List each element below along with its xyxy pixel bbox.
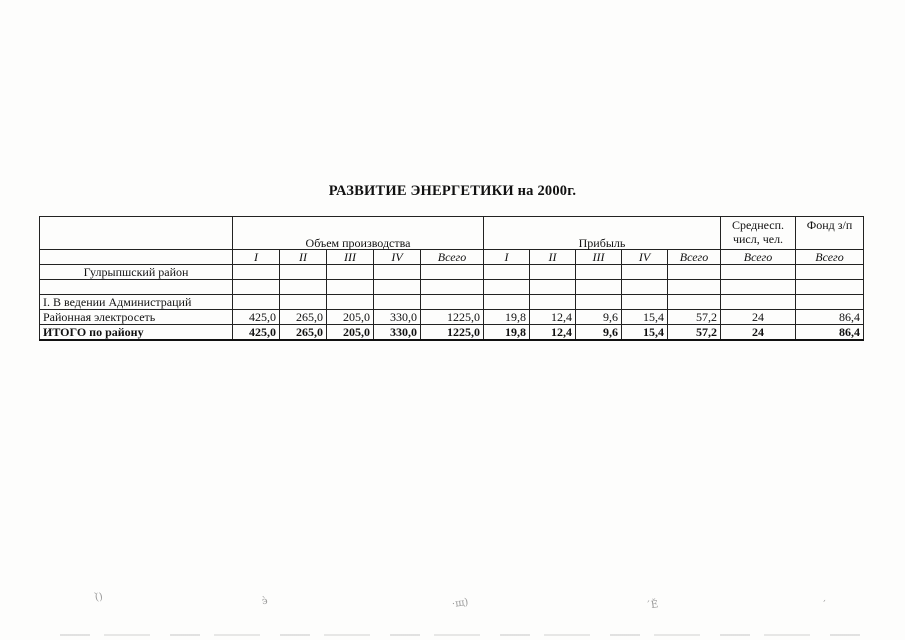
empty-cell [622,280,668,295]
empty-cell [327,265,374,280]
total-production-q4: 330,0 [374,325,421,340]
empty-cell [484,295,530,310]
empty-cell [530,295,576,310]
energy-report-table [39,216,864,341]
empty-cell [576,295,622,310]
production-q2-value: 265,0 [280,310,327,325]
profit-q3-header: III [576,250,622,265]
empty-cell [233,265,280,280]
scan-bottom-edge [60,634,860,636]
total-production-sum: 1225,0 [421,325,484,340]
production-q1-value: 425,0 [233,310,280,325]
empty-cell [484,280,530,295]
empty-cell [530,280,576,295]
empty-cell [280,280,327,295]
profit-q3-value: 9,6 [576,310,622,325]
empty-cell [421,295,484,310]
section-label: I. В ведении Администраций [40,295,233,310]
total-staff: 24 [721,325,796,340]
staff-value: 24 [721,310,796,325]
production-total-value: 1225,0 [421,310,484,325]
profit-group-header: Прибыль [484,217,721,250]
scan-mark: ·щ) [451,596,470,611]
empty-cell [280,295,327,310]
payroll-total-header: Всего [796,250,864,265]
empty-cell [374,265,421,280]
production-total-header: Всего [421,250,484,265]
staff-total-header: Всего [721,250,796,265]
empty-cell [576,280,622,295]
scan-mark: (̀) [94,591,104,604]
production-q4-header: IV [374,250,421,265]
header-blank-cell [40,217,233,250]
total-payroll: 86,4 [796,325,864,340]
empty-cell [796,265,864,280]
production-group-header: Объем производства [233,217,484,250]
scan-mark: э̀ [261,595,269,608]
total-production-q2: 265,0 [280,325,327,340]
profit-total-value: 57,2 [668,310,721,325]
empty-cell [721,295,796,310]
section-row [40,295,864,310]
total-profit-q3: 9,6 [576,325,622,340]
profit-q1-header: I [484,250,530,265]
total-row [40,325,864,340]
profit-q1-value: 19,8 [484,310,530,325]
empty-cell [721,265,796,280]
total-profit-q2: 12,4 [530,325,576,340]
total-label: ИТОГО по району [40,325,233,340]
table-group-header-row [40,217,864,250]
empty-cell [668,265,721,280]
empty-cell [484,265,530,280]
row-name: Районная электросеть [40,310,233,325]
empty-cell [530,265,576,280]
profit-q4-header: IV [622,250,668,265]
empty-cell [796,280,864,295]
payroll-group-header: Фонд з/п [796,217,864,250]
empty-cell [327,295,374,310]
total-profit-q1: 19,8 [484,325,530,340]
empty-cell [374,280,421,295]
profit-q2-header: II [530,250,576,265]
empty-cell [421,280,484,295]
profit-q2-value: 12,4 [530,310,576,325]
scan-marks [0,590,905,620]
production-q1-header: I [233,250,280,265]
scan-mark: ´ [821,599,828,612]
spacer-row [40,280,864,295]
empty-cell [668,295,721,310]
empty-cell [233,295,280,310]
empty-cell [40,280,233,295]
total-production-q3: 205,0 [327,325,374,340]
empty-cell [576,265,622,280]
total-profit-sum: 57,2 [668,325,721,340]
empty-cell [421,265,484,280]
region-row [40,265,864,280]
empty-cell [796,295,864,310]
empty-cell [721,280,796,295]
total-profit-q4: 15,4 [622,325,668,340]
table-sub-header-row [40,250,864,265]
subheader-blank-cell [40,250,233,265]
empty-cell [622,295,668,310]
profit-q4-value: 15,4 [622,310,668,325]
empty-cell [280,265,327,280]
production-q2-header: II [280,250,327,265]
total-production-q1: 425,0 [233,325,280,340]
profit-total-header: Всего [668,250,721,265]
empty-cell [374,295,421,310]
empty-cell [327,280,374,295]
region-label: Гулрыпшский район [40,265,233,280]
scan-mark: ´Ĕ [645,599,660,612]
empty-cell [668,280,721,295]
production-q3-header: III [327,250,374,265]
production-q3-value: 205,0 [327,310,374,325]
empty-cell [233,280,280,295]
table-row [40,310,864,325]
page-title: РАЗВИТИЕ ЭНЕРГЕТИКИ на 2000г. [328,183,577,199]
production-q4-value: 330,0 [374,310,421,325]
payroll-value: 86,4 [796,310,864,325]
empty-cell [622,265,668,280]
staff-group-header: Среднесп. числ, чел. [721,217,796,250]
